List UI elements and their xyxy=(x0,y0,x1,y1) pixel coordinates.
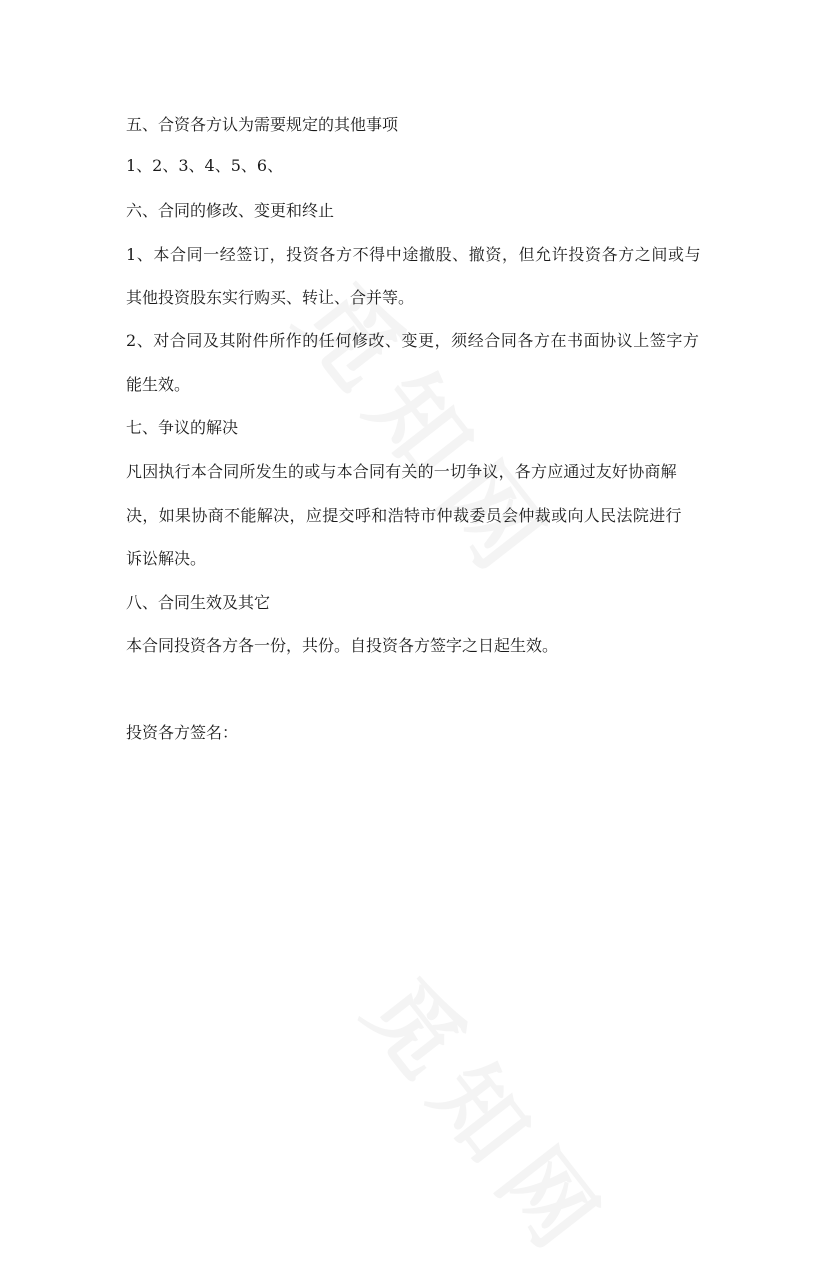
watermark xyxy=(341,947,643,1282)
section-heading-other-matters: 五、合资各方认为需要规定的其他事项 xyxy=(126,115,399,134)
paragraph-line: 诉讼解决。 xyxy=(126,549,207,568)
paragraph-line: 2、对合同及其附件所作的任何修改、变更，须经合同各方在书面协议上签字方 xyxy=(126,331,700,350)
numbered-placeholder-list: 1、2、3、4、5、6、 xyxy=(126,156,284,175)
paragraph-line: 决，如果协商不能解决，应提交呼和浩特市仲裁委员会仲裁或向人民法院进行 xyxy=(126,506,682,525)
section-heading-effectiveness: 八、合同生效及其它 xyxy=(126,593,271,612)
paragraph-line: 本合同投资各方各一份，共份。自投资各方签字之日起生效。 xyxy=(126,636,559,655)
section-heading-dispute-resolution: 七、争议的解决 xyxy=(126,418,239,437)
section-heading-modification: 六、合同的修改、变更和终止 xyxy=(126,201,335,220)
paragraph-line: 其他投资股东实行购买、转让、合并等。 xyxy=(126,288,415,307)
paragraph-line: 凡因执行本合同所发生的或与本合同有关的一切争议，各方应通过友好协商解 xyxy=(126,462,677,481)
signature-label: 投资各方签名： xyxy=(126,723,239,742)
paragraph-line: 1、本合同一经签订，投资各方不得中途撤股、撤资，但允许投资各方之间或与 xyxy=(126,245,702,264)
paragraph-line: 能生效。 xyxy=(126,375,191,394)
